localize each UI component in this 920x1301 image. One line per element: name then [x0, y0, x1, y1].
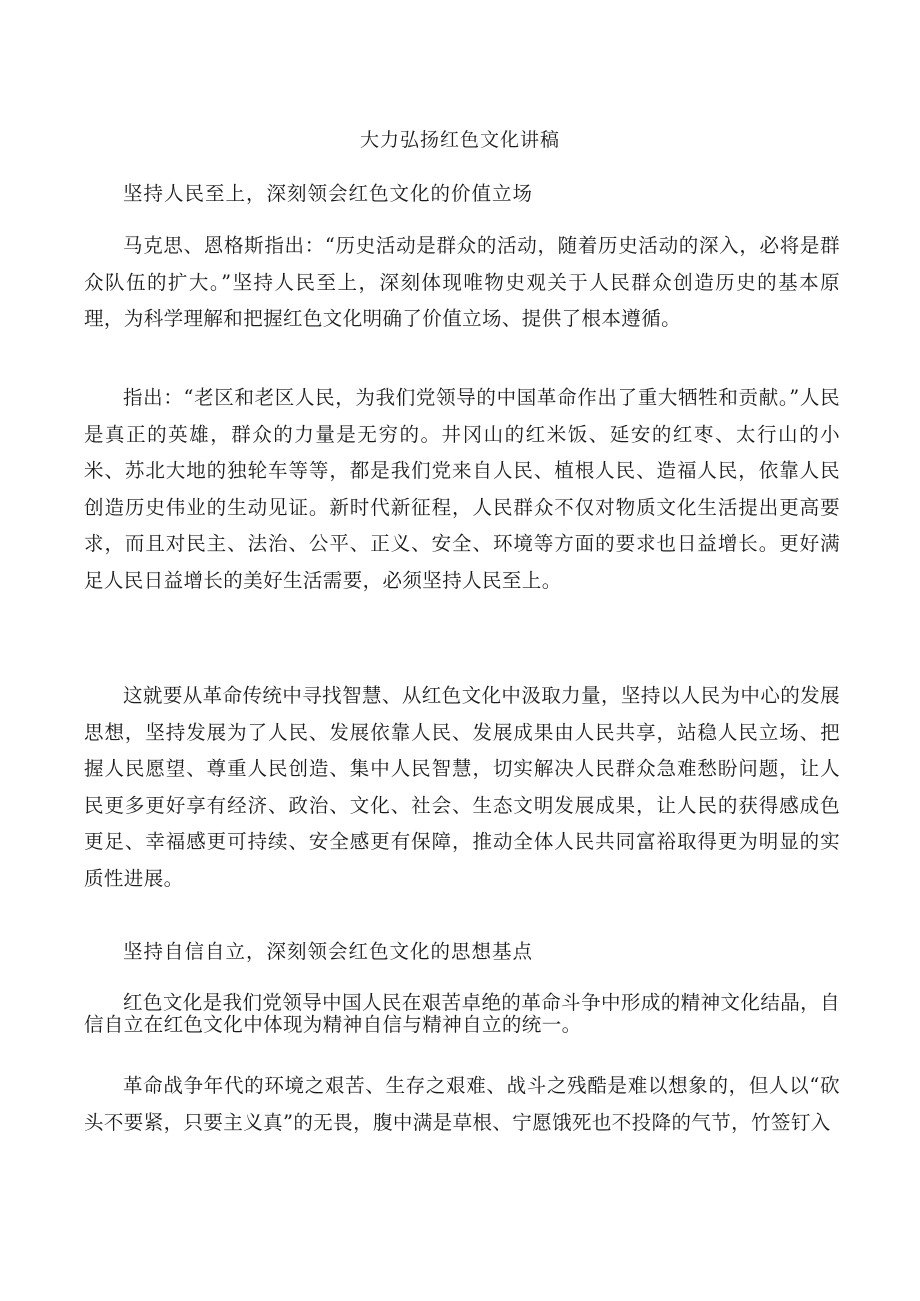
- document-title: 大力弘扬红色文化讲稿: [359, 129, 560, 151]
- paragraph-red-culture: 红色文化是我们党领导中国人民在艰苦卓绝的革命斗争中形成的精神文化结晶，自信自立在红色文化中体现为精神自信与精神自立的统一。: [84, 991, 840, 1036]
- paragraph-revolutionary-war: 革命战争年代的环境之艰苦、生存之艰难、战斗之残酷是难以想象的，但人以“砍头不要紧，只要主义真”的无畏，腹中满是草根、宁愿饿死也不投降的气节，竹签钉入: [84, 1074, 840, 1134]
- paragraph-old-revolutionary-areas: 指出：“老区和老区人民，为我们党领导的中国革命作出了重大牺牲和贡献。”人民是真正的英雄，群众的力量是无穷的。井冈山的红米饭、延安的红枣、太行山的小米、苏北大地的独轮车等等，都是我们党来自人民、植根人民、造福人民，依靠人民创造历史伟业的生动见证。新时代新征程，人民群众不仅对物质文化生活提出更高要求，而且对民主、法治、公平、正义、安全、环境等方面的要求也日益增长。更好满足人民日益增长的美好生活需要，必须坚持人民至上。: [84, 386, 840, 592]
- section-heading-people-first: 坚持人民至上，深刻领会红色文化的价值立场: [123, 182, 534, 205]
- paragraph-marx-engels: 马克思、恩格斯指出：“历史活动是群众的活动，随着历史活动的深入，必将是群众队伍的扩大。”坚持人民至上，深刻体现唯物史观关于人民群众创造历史的基本原理，为科学理解和把握红色文化明确了价值立场、提供了根本遵循。: [84, 234, 840, 330]
- section-heading-self-confidence: 坚持自信自立，深刻领会红色文化的思想基点: [123, 940, 534, 963]
- paragraph-revolutionary-tradition: 这就要从革命传统中寻找智慧、从红色文化中汲取力量，坚持以人民为中心的发展思想，坚持发展为了人民、发展依靠人民、发展成果由人民共享，站稳人民立场、把握人民愿望、尊重人民创造、集中人民智慧，切实解决人民群众急难愁盼问题，让人民更多更好享有经济、政治、文化、社会、生态文明发展成果，让人民的获得感成色更足、幸福感更可持续、安全感更有保障，推动全体人民共同富裕取得更为明显的实质性进展。: [84, 684, 840, 890]
